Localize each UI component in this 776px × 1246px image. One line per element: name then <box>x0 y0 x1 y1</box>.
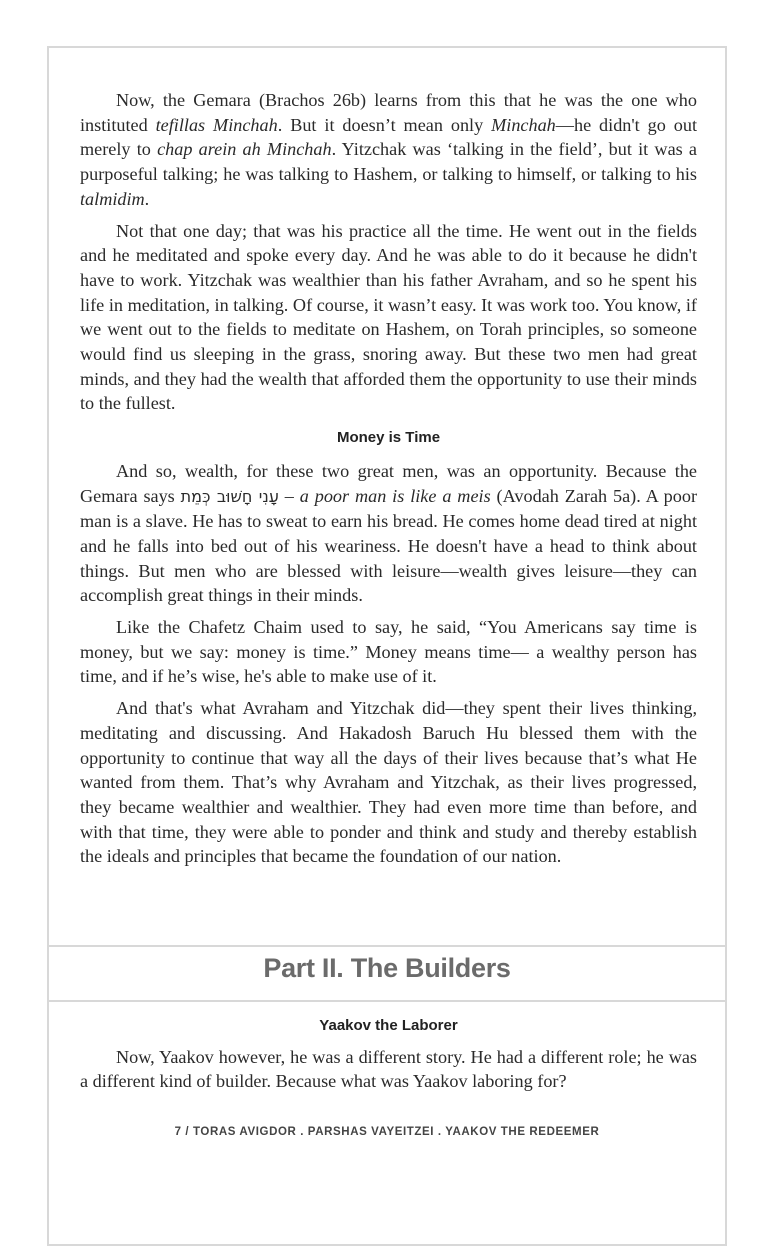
text-run: (Avodah Zarah 5a). A poor man is a slave. He has to sweat to earn his bread. He comes home dead tired at night and he falls into bed out of his weariness. He doesn't have a head to think about things. But men who are blessed with leisure—wealth gives leisure—they can accomplish great things in their minds. <box>80 485 697 606</box>
italic-text: tefillas Minchah <box>155 114 278 135</box>
section-2 <box>80 459 697 869</box>
divider-bottom <box>47 1000 727 1002</box>
text-run: – <box>278 485 300 506</box>
paragraph <box>80 219 697 417</box>
italic-text: talmidim <box>80 188 145 209</box>
italic-text: Minchah <box>491 114 556 135</box>
body-text-bottom <box>80 1006 697 1094</box>
divider-top <box>47 945 727 947</box>
section-3 <box>80 1045 697 1094</box>
paragraph <box>80 1045 697 1094</box>
subheading-yaakov-the-laborer: Yaakov the Laborer <box>319 1017 458 1034</box>
subheading-money-is-time: Money is Time <box>336 429 441 447</box>
text-run: . Yitzchak was ‘talking in the field’, but it was a purposeful talking; he was talking to Hashem, or talking to himself, or talking to his <box>80 139 697 185</box>
italic-text: a poor man is like a meis <box>299 485 491 506</box>
section-1 <box>80 88 697 416</box>
hebrew-text: עָנִי חָשׁוּב כְּמֵת <box>180 486 279 506</box>
text-run: Now, Yaakov however, he was a different story. He had a different role; he was a different kind of builder. Because what was Yaakov laboring for? <box>80 1046 697 1092</box>
paragraph <box>80 615 697 689</box>
paragraph <box>80 696 697 869</box>
paragraph <box>80 88 697 212</box>
text-run: . <box>144 188 150 209</box>
italic-text: chap arein ah Minchah <box>157 139 332 160</box>
text-run: —he didn't go out merely to <box>80 114 697 160</box>
text-run: Like the Chafetz Chaim used to say, he said, “You Americans say time is money, but we say: money is time.” Money means time— a wealthy person has time, and if he’s wise, he's able to make use of it. <box>80 617 697 687</box>
text-run: Not that one day; that was his practice all the time. He went out in the fields and he meditated and spoke every day. And he was able to do it because he didn't have to work. Yitzchak was wealthier than his father Avraham, and so he spent his life in meditation, in talking. Of course, it wasn’t easy. It was work too. You know, if we went out to the fields to meditate on Hashem, on Torah principles, so someone would find us sleeping in the grass, snoring away. But these two men had great minds, and they had the wealth that afforded them the opportunity to use their minds to the fullest. <box>80 220 697 414</box>
body-text-top <box>80 88 697 869</box>
paragraph <box>80 459 697 608</box>
page-footer: 7 / TORAS AVIGDOR . PARSHAS VAYEITZEI . YAAKOV THE REDEEMER <box>174 1126 600 1138</box>
text-run: . But it doesn’t mean only <box>277 114 492 135</box>
text-run: And that's what Avraham and Yitzchak did—they spent their lives thinking, meditating and discussing. And Hakadosh Baruch Hu blessed them with the opportunity to continue that way all the days of their lives because that’s what He wanted from them. That’s why Avraham and Yitzchak, as their lives progressed, they became wealthier and wealthier. They had even more time than before, and with that time, they were able to ponder and think and study and thereby establish the ideals and principles that became the foundation of our nation. <box>80 698 697 867</box>
text-run: And so, wealth, for these two great men, was an opportunity. Because the Gemara says <box>80 460 697 506</box>
part-title: Part II. The Builders <box>263 953 511 983</box>
text-run: Now, the Gemara (Brachos 26b) learns from this that he was the one who instituted <box>80 90 697 135</box>
